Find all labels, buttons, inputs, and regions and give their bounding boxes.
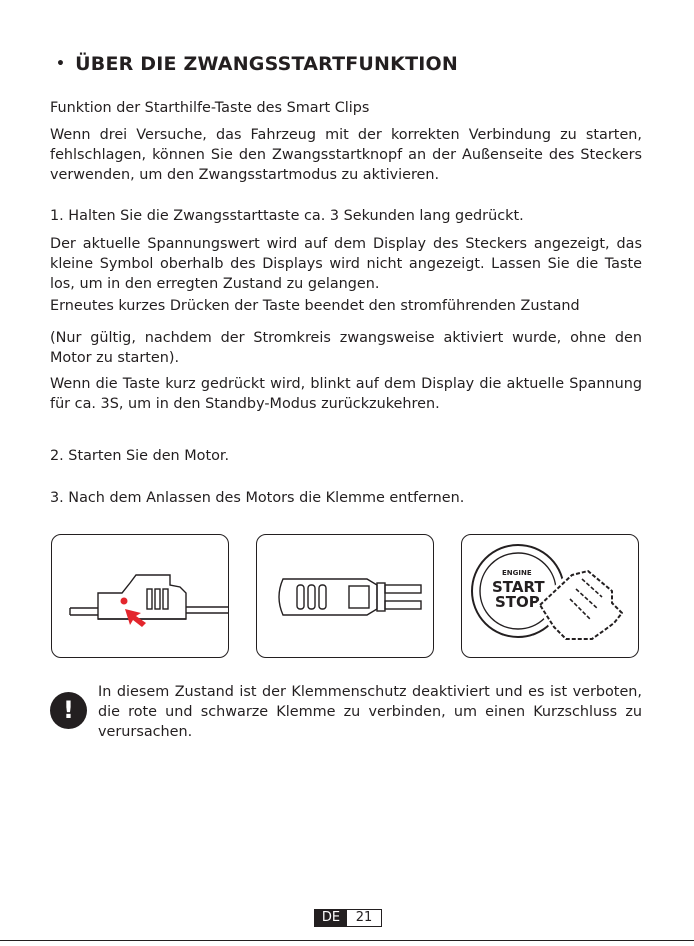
step-1: 1. Halten Sie die Zwangsstarttaste ca. 3 Sekunden lang gedrückt.	[50, 208, 524, 224]
page-number: 21	[355, 910, 373, 925]
step-3: 3. Nach dem Anlassen des Motors die Klemme entfernen.	[50, 490, 465, 506]
warning-text: In diesem Zustand ist der Klemmenschutz deaktiviert und es ist verboten, die rote und schwarze Klemme zu verbinden, um einen Kurzschluss zu verursachen.	[98, 684, 642, 740]
display-paragraph: Der aktuelle Spannungswert wird auf dem Display des Steckers angezeigt, das kleine Symbol oberhalb des Displays wird nicht angezeigt. Lassen Sie die Taste los, um in den erregten Zustand zu gelangen.	[50, 236, 642, 292]
press-again-line: Erneutes kurzes Drücken der Taste beendet den stromführenden Zustand	[50, 298, 580, 314]
start-label: START	[492, 578, 545, 596]
clip-button-illustration	[51, 534, 229, 658]
intro-line: Funktion der Starthilfe-Taste des Smart Clips	[50, 100, 370, 116]
footer-rule	[0, 940, 694, 941]
red-arrow-icon	[125, 609, 146, 627]
standby-paragraph: Wenn die Taste kurz gedrückt wird, blinkt auf dem Display die aktuelle Spannung für ca. 3S, um in den Standby-Modus zurückzukehren.	[50, 376, 642, 412]
exclamation-icon: !	[50, 692, 87, 729]
stop-label: STOP	[495, 593, 540, 611]
heading-text: ÜBER DIE ZWANGSSTARTFUNKTION	[75, 53, 458, 75]
page-footer	[314, 909, 382, 927]
section-heading	[56, 53, 458, 75]
plug-front-view	[257, 535, 434, 658]
language-badge: DE	[315, 910, 347, 926]
validity-note: (Nur gültig, nachdem der Stromkreis zwangsweise aktiviert wurde, ohne den Motor zu starten).	[50, 330, 642, 366]
step-2: 2. Starten Sie den Motor.	[50, 448, 230, 464]
force-start-button-dot	[121, 598, 128, 605]
engine-start-illustration	[461, 534, 639, 658]
clip-side-view	[52, 535, 229, 658]
plug-display-illustration	[256, 534, 434, 658]
heading-bullet: •	[56, 56, 66, 72]
intro-paragraph: Wenn drei Versuche, das Fahrzeug mit der korrekten Verbindung zu starten, fehlschlagen, können Sie den Zwangsstartknopf an der Außenseite des Steckers verwenden, um den Zwangsstartmodus zu aktivieren.	[50, 127, 642, 183]
pointing-hand-icon	[540, 571, 622, 639]
engine-label: ENGINE	[502, 569, 532, 577]
engine-start-stop-icon	[462, 535, 639, 658]
